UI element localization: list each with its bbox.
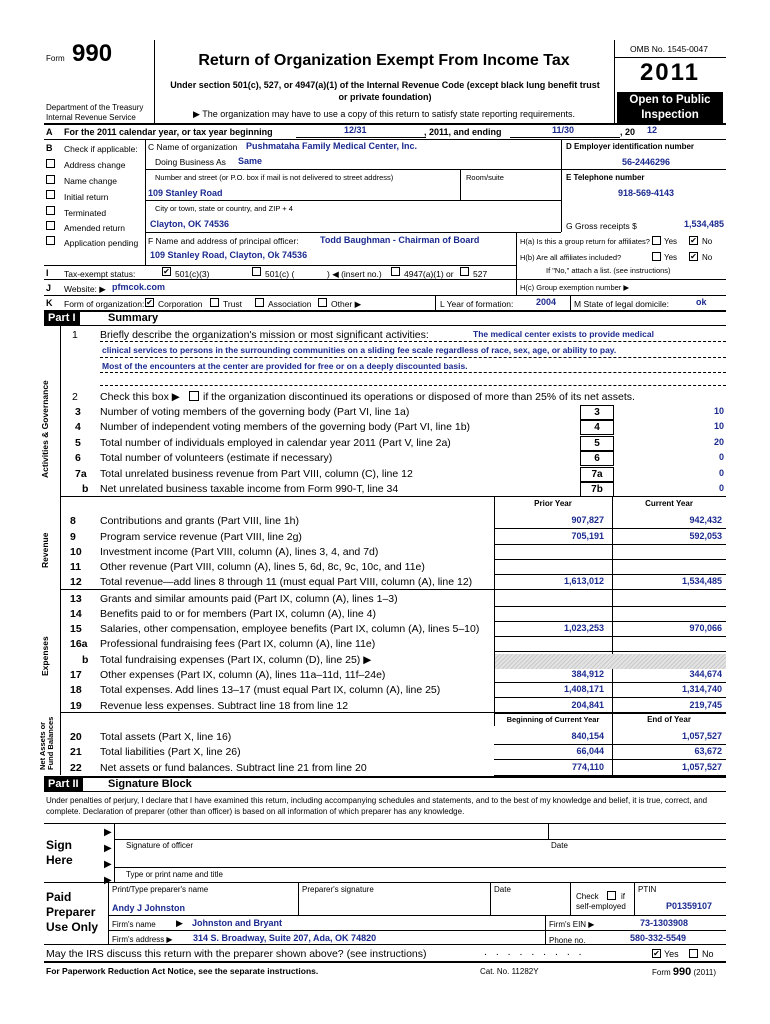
end-year-header: End of Year [647,715,691,724]
trust-label: Trust [223,299,243,309]
amount-line-text: Other revenue (Part VIII, column (A), lines 5, 6d, 8c, 9c, 10c, and 11e) [100,561,425,573]
ptin-value[interactable]: P01359107 [666,901,713,911]
line1-num: 1 [72,329,78,341]
tax-year-end-yy[interactable]: 12 [647,125,658,135]
ptin-label: PTIN [638,885,657,894]
hb-label: H(b) Are all affiliates included? [520,253,622,262]
preparer-name-value[interactable]: Andy J Johnston [112,903,186,913]
address-change-checkbox[interactable] [46,159,55,168]
discuss-leader-dots: . . . . . . . . . [484,946,585,958]
self-employed-if-label: if [621,892,625,901]
amount-line-num: b [82,654,89,666]
gov-line-value[interactable]: 20 [713,437,724,447]
gov-line-text: Net unrelated business taxable income from Form 990-T, line 34 [100,483,399,495]
hc-top-rule [516,279,726,280]
ein-label: D Employer identification number [566,142,695,151]
line1-text: Briefly describe the organization's mission or most significant activities: [100,329,429,341]
amount-current[interactable]: 344,674 [689,669,722,679]
use-only-label: Use Only [46,920,99,934]
amount-line-num: 19 [70,700,82,712]
form-instruction: ▶ The organization may have to use a copy of this return to satisfy state reporting requirements. [193,109,575,119]
gov-line-value[interactable]: 0 [718,468,724,478]
mission-line-3[interactable]: Most of the encounters at the center are provided for free or on a deeply discounted basis. [102,361,468,371]
year-formation-label: L Year of formation: [440,299,514,309]
amount-row-rule [494,744,726,745]
ptin-divider [634,882,635,915]
line-a-begin-rule [296,137,426,138]
dba-value[interactable]: Same [238,156,263,166]
amount-row-rule [494,713,726,714]
part1-title: Summary [108,312,159,324]
sign-arrows: ▶ ▶ ▶ ▶ [104,827,112,886]
amount-line-text: Total liabilities (Part X, line 26) [100,746,241,758]
amount-current[interactable]: 219,745 [689,700,722,710]
amount-line-text: Revenue less expenses. Subtract line 18 from line 12 [100,700,349,712]
side-label-revenue: Revenue [40,532,50,568]
paid-label: Paid [46,890,72,904]
sig-date-label: Date [551,841,568,850]
street-value[interactable]: 109 Stanley Road [148,188,223,198]
prior-col-left [494,496,495,726]
side-label-governance: Activities & Governance [40,380,50,478]
tax-year-end[interactable]: 11/30 [552,125,575,135]
line-k-label: K [46,298,53,308]
amount-current[interactable]: 1,534,485 [681,576,722,586]
prep-check-divider [570,882,571,915]
line-j-label: J [46,283,52,293]
firm-addr-top-rule [108,930,726,931]
gross-receipts-label: G Gross receipts $ [566,221,637,231]
hc-label: H(c) Group exemption number ▶ [520,283,630,292]
line-j-top-rule [44,279,516,280]
mission-rule-4 [100,385,726,386]
ein-value[interactable]: 56-2446296 [621,157,670,167]
4947-label: 4947(a)(1) or [404,269,454,279]
org-name-value[interactable]: Pushmataha Family Medical Center, Inc. [246,141,418,151]
trust-checkbox[interactable] [210,298,219,307]
gov-line-num: 7a [75,468,87,480]
gov-line-box: 7b [580,482,614,497]
amount-line-text: Benefits paid to or for members (Part IX, column (A), line 4) [100,608,377,620]
firm-ein-value[interactable]: 73-1303908 [640,918,689,928]
print-name-label: Print/Type preparer's name [112,885,209,894]
amount-prior[interactable]: 1,408,171 [563,684,604,694]
gov-line-box: 7a [580,467,614,482]
amount-line-num: 14 [70,608,82,620]
527-label: 527 [473,269,488,279]
amount-line-num: 9 [70,531,76,543]
org-name-label: C Name of organization [148,142,238,152]
gov-line-num: b [82,483,89,495]
firm-name-label: Firm's name [112,920,156,929]
mission-line-1[interactable]: The medical center exists to provide medical [473,329,654,339]
address-change-label: Address change [64,160,126,170]
discuss-text: May the IRS discuss this return with the preparer shown above? (see instructions) [46,948,427,960]
501c3-checkbox[interactable]: ✔ [163,267,170,276]
state-domicile-value[interactable]: ok [696,297,707,307]
other-org-label: Other ▶ [331,299,362,309]
website-value[interactable]: pfmcok.com [112,282,166,292]
amount-prior[interactable]: 840,154 [571,731,604,741]
501c3-label: 501(c)(3) [175,269,210,279]
application-pending-checkbox[interactable] [46,236,55,245]
header-bottom-rule [44,123,726,125]
part1-badge: Part I [44,311,80,325]
discuss-top-rule [44,944,726,945]
501c-checkbox[interactable] [252,267,261,276]
amount-row-rule [494,574,726,575]
year-formation-value[interactable]: 2004 [536,297,557,307]
dba-label: Doing Business As [155,157,226,167]
discuss-yes-label: Yes [664,949,679,959]
line-a-suffix: , 20 [620,127,636,137]
street-bottom-rule [145,200,561,201]
gov-line-text: Total unrelated business revenue from Part VIII, column (C), line 12 [100,468,413,480]
terminated-label: Terminated [64,208,107,218]
amount-line-num: 18 [70,684,82,696]
form-of-org-label: Form of organization: [64,299,145,309]
sign-top-rule [44,823,726,824]
firm-name-arrow: ▶ [176,918,183,928]
phone-label: E Telephone number [566,173,645,182]
ha-label: H(a) Is this a group return for affiliates? [520,237,650,246]
exp-bottom-rule [60,712,726,713]
part2-title-rule [44,791,726,792]
ein-bottom-rule [561,169,726,170]
room-divider [460,169,461,200]
self-employed-check-label: Check [576,892,599,901]
amount-current[interactable]: 1,057,527 [681,762,722,772]
print-name-line[interactable] [114,867,726,868]
gov-line-value[interactable]: 0 [718,483,724,493]
omb-number: OMB No. 1545-0047 [630,44,708,54]
open-public-line1: Open to Public [629,94,711,106]
amount-line-text: Total revenue—add lines 8 through 11 (must equal Part VIII, column (A), line 12) [100,576,473,588]
amount-line-num: 8 [70,515,76,527]
amount-line-text: Total expenses. Add lines 13–17 (must equal Part IX, column (A), line 25) [100,684,441,696]
amount-line-num: 20 [70,731,82,743]
gov-line-num: 6 [75,452,81,464]
officer-value[interactable]: Todd Baughman - Chairman of Board [320,235,480,245]
prep-date-label: Date [494,885,511,894]
amount-prior[interactable]: 384,912 [571,669,604,679]
amount-row-rule [494,544,726,545]
mission-rule-2 [100,357,726,358]
line-i-top-rule [44,265,516,266]
omb-rule [614,57,726,58]
line-i-label: I [46,268,49,278]
footer-form-year: (2011) [693,968,717,977]
amount-row-rule [494,528,726,529]
amount-line-num: 10 [70,546,82,558]
amount-row-rule [494,621,726,622]
ha-yes-label: Yes [664,237,678,246]
side-label-net-assets-2: Fund Balances [46,716,55,770]
gov-bottom-rule [60,496,726,497]
gov-line-box: 6 [580,451,614,466]
tax-year-begin[interactable]: 12/31 [344,125,367,135]
amount-prior[interactable]: 705,191 [571,531,604,541]
line-b-check-text: Check if applicable: [64,144,138,154]
room-suite-label: Room/suite [466,173,504,182]
amount-row-rule [494,636,726,637]
ha-no-checkbox[interactable]: ✔ [690,236,697,245]
form-label: Form [46,54,65,63]
city-bottom-rule [145,232,561,233]
form-number: 990 [72,40,113,67]
current-year-header: Current Year [645,499,693,508]
amount-line-num: 16a [70,638,88,650]
side-label-net-assets-1: Net Assets or [38,721,47,770]
amount-row-rule [494,697,726,698]
amount-line-num: 13 [70,593,82,605]
sign-date-divider [548,823,549,839]
street-label: Number and street (or P.O. box if mail is not delivered to street address) [155,173,394,182]
ha-no-label: No [702,237,713,246]
preparer-label: Preparer [46,905,96,919]
ha-yes-checkbox[interactable] [652,236,661,245]
4947-checkbox[interactable] [391,267,400,276]
firm-address-value[interactable]: 314 S. Broadway, Suite 207, Ada, OK 74820 [193,933,377,943]
gov-line-value[interactable]: 0 [718,452,724,462]
section-h-left-border [516,232,517,295]
preparer-top-rule [44,882,726,883]
corporation-checkbox[interactable]: ✔ [146,298,153,307]
mission-rule-3 [100,372,726,373]
amount-current[interactable]: 1,314,740 [681,684,722,694]
amount-line-text: Investment income (Part VIII, column (A), lines 3, 4, and 7d) [100,546,379,558]
self-employed-label: self-employed [576,902,626,911]
amount-prior[interactable]: 204,841 [571,700,604,710]
terminated-checkbox[interactable] [46,206,55,215]
part2-title: Signature Block [108,778,192,790]
amount-line-text: Total assets (Part X, line 16) [100,731,232,743]
amount-line-text: Program service revenue (Part VIII, line 2g) [100,531,302,543]
amount-line-text: Grants and similar amounts paid (Part IX, column (A), lines 1–3) [100,593,398,605]
line16b-shaded [495,654,726,669]
officer-address-value[interactable]: 109 Stanley Road, Clayton, Ok 74536 [150,250,308,260]
hb-note: If "No," attach a list. (see instructions) [546,266,671,275]
gov-line-box: 4 [580,420,614,435]
phone-value[interactable]: 918-569-4143 [617,188,674,198]
discuss-no-checkbox[interactable] [689,949,698,958]
527-checkbox[interactable] [460,267,469,276]
amount-line-num: 11 [70,561,82,573]
amount-line-num: 22 [70,762,82,774]
line-a-mid: , 2011, and ending [424,127,502,137]
firm-ein-label: Firm's EIN ▶ [549,920,595,929]
penalty-statement: Under penalties of perjury, I declare that I have examined this return, including accompanying schedules and statements, and to the best of my knowledge and belief, it is true, correct, and complete. Declaration of preparer (other than officer) is based on all information of which preparer has any knowledge. [46,796,708,816]
amount-line-num: 17 [70,669,82,681]
gov-line-box: 3 [580,405,614,420]
irs-label: Internal Revenue Service [46,113,136,122]
paperwork-notice: For Paperwork Reduction Act Notice, see the separate instructions. [46,966,319,976]
line-l-divider [435,295,436,310]
amount-current[interactable]: 970,066 [689,623,722,633]
gov-line-box: 5 [580,436,614,451]
firm-top-rule [108,915,726,916]
city-value[interactable]: Clayton, OK 74536 [150,219,230,229]
gov-line-num: 5 [75,437,81,449]
line-a-text: For the 2011 calendar year, or tax year beginning [64,127,273,137]
amount-prior[interactable]: 1,613,012 [563,576,604,586]
form-title: Return of Organization Exempt From Income Tax [198,52,570,69]
amount-current[interactable]: 63,672 [694,746,722,756]
firm-phone-label: Phone no. [549,936,586,945]
gov-line-num: 3 [75,406,81,418]
gov-line-text: Number of voting members of the governing body (Part VI, line 1a) [100,406,410,418]
form-subtitle: Under section 501(c), 527, or 4947(a)(1) of the Internal Revenue Code (except black lung benefit trust or private foundation) [170,80,600,102]
amount-line-num: 12 [70,576,82,588]
part1-title-rule [44,325,726,326]
part1-side-divider [60,325,61,775]
gov-line-num: 4 [75,421,81,433]
mission-rule-1 [100,341,726,342]
gov-line-value[interactable]: 10 [713,406,724,416]
gov-line-text: Total number of individuals employed in calendar year 2011 (Part V, line 2a) [100,437,451,449]
firm-name-value[interactable]: Johnston and Bryant [192,918,283,928]
officer-label: F Name and address of principal officer: [148,236,299,246]
other-org-checkbox[interactable] [318,298,327,307]
discuss-no-label: No [702,949,714,959]
gross-receipts-value[interactable]: 1,534,485 [683,219,724,229]
signature-line[interactable] [114,839,726,840]
self-employed-checkbox[interactable] [607,891,616,900]
amount-current[interactable]: 1,057,527 [681,731,722,741]
association-checkbox[interactable] [255,298,264,307]
application-pending-label: Application pending [64,238,139,248]
sig-officer-label: Signature of officer [126,841,194,850]
gov-line-text: Number of independent voting members of the governing body (Part VI, line 1b) [100,421,471,433]
name-change-label: Name change [64,176,117,186]
open-public-line2: Inspection [641,109,699,121]
amount-row-rule [494,651,726,652]
side-label-expenses: Expenses [40,636,50,676]
prep-sig-divider [298,882,299,915]
amount-line-text: Net assets or fund balances. Subtract line 21 from line 20 [100,762,367,774]
hb-yes-label: Yes [664,253,678,262]
initial-return-checkbox[interactable] [46,190,55,199]
hb-no-checkbox[interactable]: ✔ [690,252,697,261]
amount-line-num: 21 [70,746,82,758]
amount-row-rule [494,682,726,683]
hb-yes-checkbox[interactable] [652,252,661,261]
section-c-left-border [145,139,146,265]
open-to-public-badge [617,92,723,124]
amended-return-checkbox[interactable] [46,221,55,230]
corporation-label: Corporation [158,299,203,309]
city-label: City or town, state or country, and ZIP + 4 [155,204,293,213]
amount-line-text: Professional fundraising fees (Part IX, column (A), line 11e) [100,638,376,650]
gov-line-value[interactable]: 10 [713,421,724,431]
discontinued-checkbox[interactable] [189,391,199,401]
here-label: Here [46,853,73,867]
amount-current[interactable]: 942,432 [689,515,722,525]
preparer-divider [108,882,109,944]
name-change-checkbox[interactable] [46,175,55,184]
part2-badge: Part II [44,777,83,791]
amount-row-rule [494,759,726,760]
hb-no-label: No [702,253,713,262]
footer-form-label [652,966,716,978]
line2-text-a: Check this box ▶ [100,391,180,403]
501c-label: 501(c) ( [265,269,295,279]
line2-text-b: if the organization discontinued its operations or disposed of more than 25% of its net assets. [203,391,635,403]
amount-row-rule [494,606,726,607]
line-i-text: Tax-exempt status: [64,269,136,279]
amount-prior[interactable]: 774,110 [571,762,604,772]
amount-row-rule [494,559,726,560]
footer-top-rule [44,961,726,963]
mission-line-2[interactable]: clinical services to persons in the surrounding communities on a sliding fee scale regardless of race, sex, age, or ability to pay. [102,345,617,355]
amount-line-text: Total fundraising expenses (Part IX, column (D), line 25) ▶ [100,654,372,666]
footer-form-number: 990 [672,966,692,978]
firm-address-label: Firm's address ▶ [112,935,173,944]
line-a-end-rule [510,137,620,138]
amount-line-text: Contributions and grants (Part VIII, line 1h) [100,515,300,527]
dept-treasury: Department of the Treasury [46,103,144,112]
footer-form-word: Form [652,968,671,977]
prep-date-divider [490,882,491,915]
line-b-label: B [46,143,53,153]
amount-line-text: Salaries, other compensation, employee benefits (Part IX, column (A), lines 5–10) [100,623,480,635]
amount-prior[interactable]: 1,023,253 [563,623,604,633]
line-k-top-rule [44,295,726,296]
amount-prior[interactable]: 907,827 [571,515,604,525]
sign-label: Sign [46,838,72,852]
amount-line-num: 15 [70,623,82,635]
type-name-label: Type or print name and title [126,870,223,879]
amended-return-label: Amended return [64,223,125,233]
discuss-yes-checkbox[interactable]: ✔ [653,949,660,958]
amount-current[interactable]: 592,053 [689,531,722,541]
gov-line-text: Total number of volunteers (estimate if necessary) [100,452,333,464]
cat-number: Cat. No. 11282Y [480,967,539,976]
dba-bottom-rule [145,169,561,170]
prep-sig-label: Preparer's signature [302,885,374,894]
insert-no-label: ) ◀ (insert no.) [327,269,382,279]
line-a-label: A [46,127,53,137]
firm-phone-value[interactable]: 580-332-5549 [630,933,687,943]
amount-line-text: Other expenses (Part IX, column (A), lines 11a–11d, 11f–24e) [100,669,386,681]
rev-bottom-rule [60,589,726,590]
tax-year: 2011 [639,59,701,86]
prior-year-header: Prior Year [534,499,572,508]
state-domicile-label: M State of legal domicile: [574,299,669,309]
initial-return-label: Initial return [64,192,109,202]
line-m-divider [570,295,571,310]
sign-divider [114,823,115,882]
section-d-left-border [561,139,562,232]
association-label: Association [268,299,312,309]
begin-year-header: Beginning of Current Year [506,715,600,724]
line-a-bottom-rule [44,139,726,140]
website-label: Website: ▶ [64,284,106,294]
current-col-left [612,496,613,778]
line2-num: 2 [72,391,78,403]
amount-prior[interactable]: 66,044 [576,746,604,756]
